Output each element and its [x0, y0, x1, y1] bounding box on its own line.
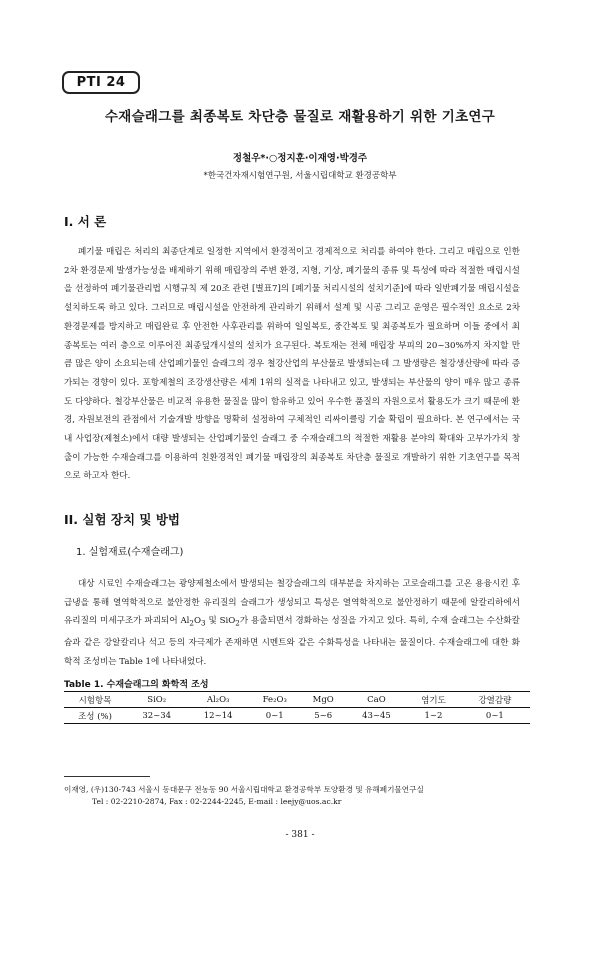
authors: 정철우*·○정지훈·이재영·박경주	[232, 153, 368, 164]
table-cell: 1~2	[407, 708, 460, 724]
pti-badge: PTI 24	[62, 71, 140, 94]
table-header-cell: 염기도	[407, 692, 460, 708]
page-number: - 381 -	[285, 830, 315, 840]
intro-heading: I. 서 론	[64, 214, 107, 229]
table-cell: 0~1	[460, 708, 530, 724]
table-cell: 5~6	[301, 708, 346, 724]
table-cell: 0~1	[249, 708, 301, 724]
table-header-cell: 강열감량	[460, 692, 530, 708]
table-cell: 32~34	[126, 708, 187, 724]
table-cell: 12~14	[187, 708, 248, 724]
composition-table	[64, 691, 530, 724]
intro-paragraph: 폐기물 매립은 처리의 최종단계로 일정한 지역에서 환경적이고 경제적으로 처리를 하여야 한다. 그리고 매립으로 인한 2차 환경문제 발생가능성을 배제하기 위해 매립장의 주변 환경, 지형, 기상, 폐기물의 종류 및 특성에 따라 적절한 매립시설을 선정하여 폐기물관리법 시행규칙 제 20조 관련 [별표7]의 [폐기물 처리시설의 설치기준]에 따라 일반폐기물 매립시설을 설치하도록 하고 있다. 그러므로 매립시설을 안전하게 관리하기 위해서 설계 및 시공 그리고 운영은 필수적인 요소로 2차 환경문제를 방지하고 매립완료 후 안전한 사후관리를 위하여 일일복토, 중간복토 및 최종복토가 필요하며 이들 중에서 최종복토는 여러 층으로 이루어진 최종덮개시설의 설치가 요구된다. 복토재는 전체 매립장 부피의 20~30%까지 차지할 만큼 많은 양이 소요되는데 산업폐기물인 슬래그의 경우 철강산업의 부산물로 발생되는데 그 발생량은 철강생산량에 따라 증가되는 경향이 있다. 포항제철의 조강생산량은 세계 1위의 실적을 나타내고 있고, 발생되는 부산물의 양이 매우 많고 종류도 다양하다. 철강부산물은 비교적 유용한 물질을 많이 함유하고 있어 우수한 품질의 자원으로서 활용도가 크기 때문에 환경, 자원보전의 관점에서 기술개발 방향을 명확히 설정하여 구체적인 리싸이클링 기술 확립이 필요하다. 본 연구에서는 국내 사업장(제철소)에서 대량 발생되는 산업폐기물인 슬래그 중 수재슬래그의 적절한 재활용 분야의 확대와 고부가가치 창출이 가능한 수재슬래그를 이용하여 친환경적인 폐기물 매립장의 최종복토 차단층 물질로 개발하기 위한 기초연구를 목적으로 하고자 한다.	[64, 247, 520, 482]
table-header-cell: MgO	[301, 692, 346, 708]
table-row-label: 조성 (%)	[64, 708, 126, 724]
table-header-cell: CaO	[346, 692, 407, 708]
footnote-contact: Tel : 02-2210-2874, Fax : 02-2244-2245, E-mail : leejy@uos.ac.kr	[92, 797, 342, 806]
footnote-address: 이재영, (우)130-743 서울시 동대문구 전농동 90 서울시립대학교 환경공학부 토양환경 및 유해폐기물연구실	[64, 785, 424, 794]
paper-title: 수재슬래그를 최종복토 차단층 물질로 재활용하기 위한 기초연구	[104, 109, 496, 125]
table-header-cell: SiO₂	[126, 692, 187, 708]
table-cell: 43~45	[346, 708, 407, 724]
materials-subheading: 1. 실험재료(수재슬래그)	[76, 547, 184, 558]
methods-heading: II. 실험 장치 및 방법	[64, 512, 180, 527]
table-row	[64, 708, 530, 724]
table-header-label: 시험항목	[64, 692, 126, 708]
table-caption: Table 1. 수재슬래그의 화학적 조성	[64, 680, 209, 690]
table-header-cell: Al₂O₃	[187, 692, 248, 708]
footnote	[64, 784, 534, 808]
footnote-divider	[64, 776, 150, 777]
affiliation: *한국건자재시험연구원, 서울시립대학교 환경공학부	[203, 171, 397, 181]
materials-paragraph: 대상 시료인 수재슬래그는 광양제철소에서 발생되는 철강슬래그의 대부분을 차지하는 고로슬래그를 고온 용융시킨 후 급냉을 통해 열역학적으로 불안정한 유리질의 슬래그가 생성되고 특성은 열역학적으로 불안정하기 때문에 알칼리하에서 유리질의 미세구조가 파괴되어 $Al_2O_3$ 및 SiO$_2$가 용출되면서 경화하는 성질을 가지고 있다. 특히, 수재 슬래그는 수산화칼슘과 같은 강알칼리나 석고 등의 자극제가 존재하면 시멘트와 같은 수화특성을 나타내는 물질이다. 수재슬래그에 대한 화학적 조성비는 Table 1에 나타내었다.	[64, 579, 520, 667]
table-header-row	[64, 692, 530, 708]
table-header-cell: Fe₂O₃	[249, 692, 301, 708]
